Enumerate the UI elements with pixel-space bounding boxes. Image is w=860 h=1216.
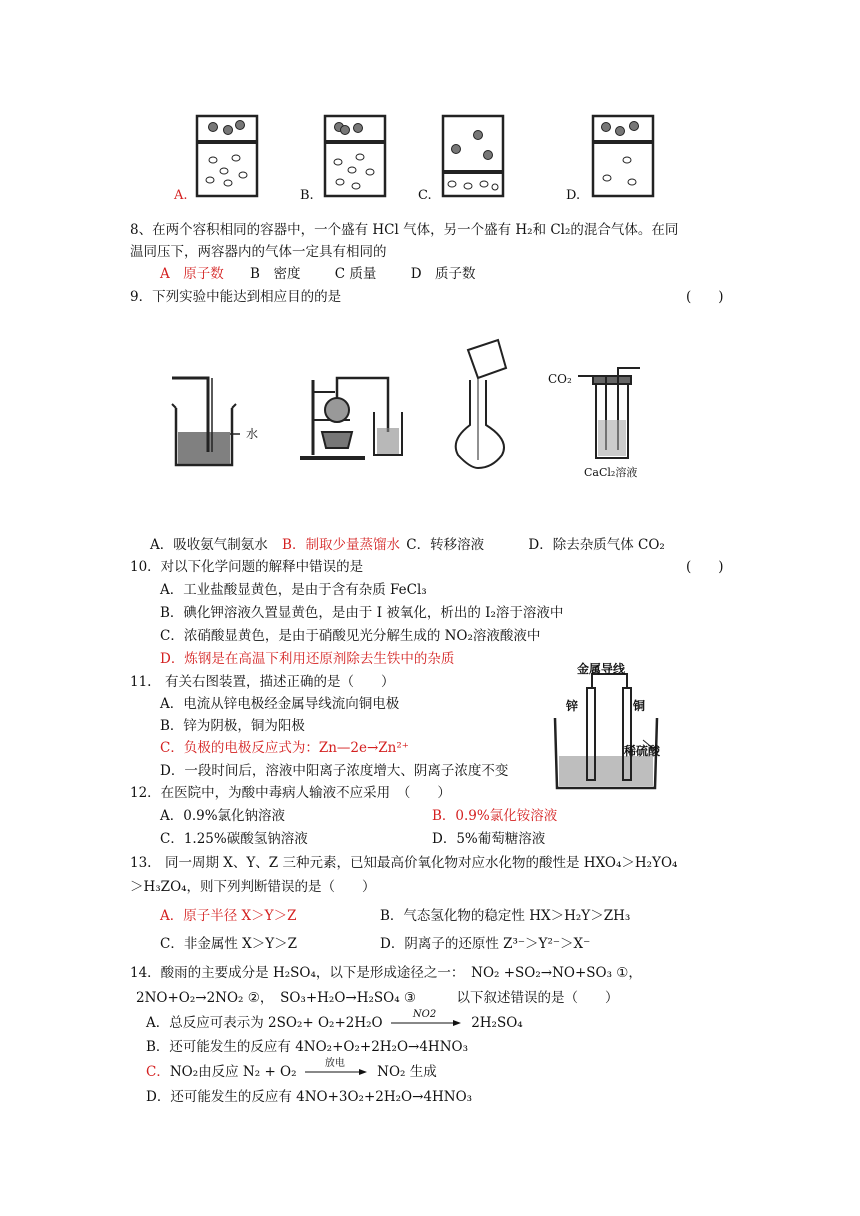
q13-option-b: B．气态氢化物的稳定性 HX＞H₂Y＞ZH₃ xyxy=(380,908,631,924)
q11-option-d: D．一段时间后，溶液中阳离子浓度增大、阴离子浓度不变 xyxy=(160,763,509,779)
q14-discharge-label: 放电 xyxy=(324,1058,345,1069)
q9-fig-cacl2-label: CaCl₂溶液 xyxy=(584,466,638,479)
q14-option-a-reactants: A．总反应可表示为 2SO₂+ O₂+2H₂O xyxy=(146,1015,383,1031)
q14-stem-line2: 2NO+O₂→2NO₂ ②， SO₃+H₂O→H₂SO₄ ③ 以下叙述错误的是（ ） xyxy=(136,990,619,1006)
galvanic-cell-figure xyxy=(545,658,675,798)
q10-option-b: B．碘化钾溶液久置显黄色，是由于 I 被氧化，析出的 I₂溶于溶液中 xyxy=(160,605,564,621)
q13-option-d: D．阴离子的还原性 Z³⁻＞Y²⁻＞X⁻ xyxy=(380,936,591,952)
q14-discharge-arrow xyxy=(305,1058,369,1076)
q11-fig-acid-label: 稀硫酸 xyxy=(624,744,661,758)
q7-container-figures xyxy=(0,0,860,210)
container-d xyxy=(593,116,653,196)
q12-option-a: A．0.9%氯化钠溶液 xyxy=(160,808,286,824)
distillation-apparatus xyxy=(300,378,402,458)
q9-paren: ( ) xyxy=(686,289,724,305)
q12-stem: 12．在医院中，为酸中毒病人输液不应采用 （ ） xyxy=(130,785,451,801)
q9-fig-water-label: 水 xyxy=(246,427,259,441)
container-a xyxy=(197,116,257,196)
q12-option-d: D．5%葡萄糖溶液 xyxy=(432,831,546,847)
q10-option-c: C．浓硝酸显黄色，是由于硝酸见光分解生成的 NO₂溶液酸液中 xyxy=(160,628,541,644)
q12-option-b: B．0.9%氯化铵溶液 xyxy=(432,808,558,824)
q9-apparatus-figures xyxy=(0,320,860,500)
q14-stem-line1: 14．酸雨的主要成分是 H₂SO₄，以下是形成途径之一： NO₂ +SO₂→NO+SO₃ ①， xyxy=(130,965,642,981)
beaker-tube-apparatus xyxy=(172,378,240,465)
q14-option-c xyxy=(146,1058,437,1082)
q9-fig-co2-label: CO₂ xyxy=(548,372,572,386)
q9-option-c: C．转移溶液 xyxy=(406,537,485,553)
q11-stem: 11. 有关右图装置，描述正确的是（ ） xyxy=(130,674,395,690)
volumetric-flask-apparatus xyxy=(456,340,506,468)
q7-option-a: A. xyxy=(174,188,188,203)
q13-option-a: A．原子半径 X＞Y＞Z xyxy=(160,908,297,924)
q7-option-d: D. xyxy=(566,188,581,203)
q11-option-a: A．电流从锌电极经金属导线流向铜电极 xyxy=(160,696,400,712)
arrow-right-icon xyxy=(391,1017,463,1031)
container-b xyxy=(325,116,385,196)
q11-fig-cu-label: 铜 xyxy=(633,699,646,713)
q10-stem: 10．对以下化学问题的解释中错误的是 xyxy=(130,559,364,575)
q8-option-d: D 质子数 xyxy=(410,266,476,282)
q14-catalyst-label: NO2 xyxy=(412,1009,437,1020)
q8-options xyxy=(160,264,476,284)
q8-stem-line2: 温同压下，两容器内的气体一定具有相同的 xyxy=(130,244,387,260)
q14-option-c-reactants: NO₂由反应 N₂ + O₂ xyxy=(169,1064,297,1080)
q8-stem-line1: 8、在两个容积相同的容器中，一个盛有 HCl 气体，另一个盛有 H₂和 Cl₂的混合气体。在同 xyxy=(130,222,679,238)
q9-stem: 9．下列实验中能达到相应目的的是 xyxy=(130,289,342,305)
q13-option-c: C．非金属性 X＞Y＞Z xyxy=(160,936,298,952)
q7-option-b: B. xyxy=(300,188,314,203)
arrow-right-icon xyxy=(305,1066,369,1080)
q13-stem-line2: ＞H₃ZO₄，则下列判断错误的是（ ） xyxy=(130,879,376,895)
q11-option-b: B．锌为阴极，铜为阳极 xyxy=(160,718,305,734)
q11-option-c: C．负极的电极反应式为：Zn—2e→Zn²⁺ xyxy=(160,740,409,756)
q10-option-a: A．工业盐酸显黄色，是由于含有杂质 FeCl₃ xyxy=(160,582,427,598)
gas-wash-bottle-apparatus xyxy=(578,368,640,458)
q9-option-a: A．吸收氨气制氨水 xyxy=(150,537,268,553)
q8-option-c: C 质量 xyxy=(334,266,377,282)
q8-option-a: A 原子数 xyxy=(160,266,224,282)
q7-option-c: C. xyxy=(418,188,432,203)
q9-options xyxy=(150,535,665,555)
q12-option-c: C．1.25%碳酸氢钠溶液 xyxy=(160,831,308,847)
q14-option-b: B．还可能发生的反应有 4NO₂+O₂+2H₂O→4HNO₃ xyxy=(146,1039,469,1055)
q11-fig-zn-label: 锌 xyxy=(566,699,579,713)
q9-option-b: B．制取少量蒸馏水 xyxy=(282,537,400,553)
q11-fig-wire-label: 金属导线 xyxy=(577,662,626,676)
q14-option-d: D．还可能发生的反应有 4NO+3O₂+2H₂O→4HNO₃ xyxy=(146,1089,473,1105)
container-c xyxy=(443,116,503,196)
q14-catalyst-arrow xyxy=(391,1009,463,1027)
q14-option-a xyxy=(146,1009,523,1033)
q10-paren: ( ) xyxy=(686,559,724,575)
q9-option-d: D．除去杂质气体 CO₂ xyxy=(528,537,665,553)
q10-option-d: D．炼钢是在高温下利用还原剂除去生铁中的杂质 xyxy=(160,651,455,667)
q14-option-c-product: NO₂ 生成 xyxy=(377,1064,437,1080)
q14-option-a-product: 2H₂SO₄ xyxy=(471,1015,523,1031)
q8-option-b: B 密度 xyxy=(250,266,301,282)
q14-option-c-letter: C． xyxy=(146,1064,170,1080)
q13-stem-line1: 13. 同一周期 X、Y、Z 三种元素，已知最高价氧化物对应水化物的酸性是 HXO₄＞H₂YO₄ xyxy=(130,855,678,871)
